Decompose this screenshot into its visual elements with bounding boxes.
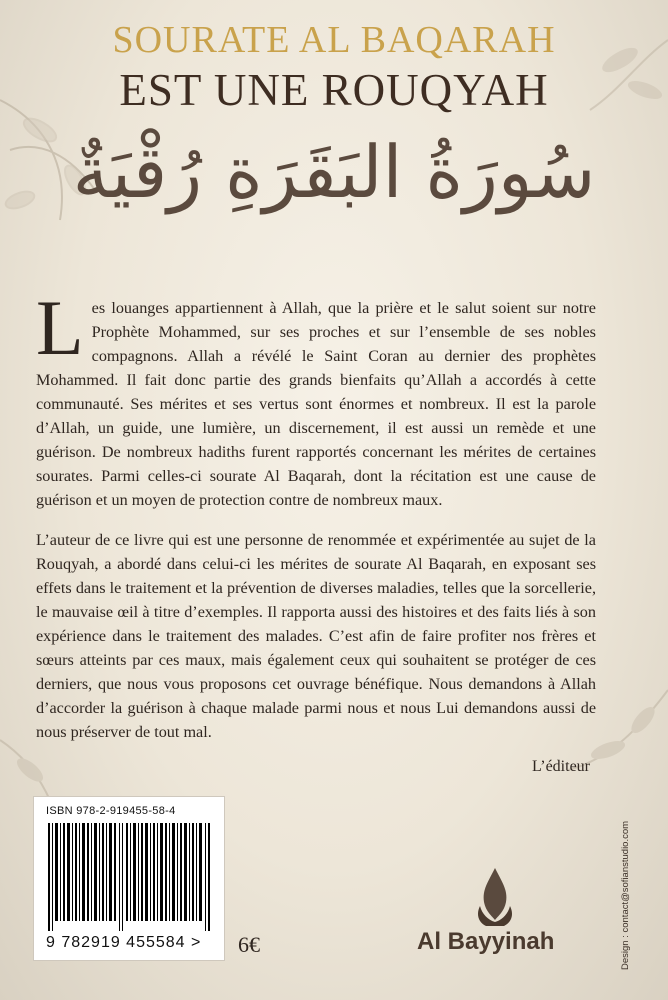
barcode-number: 9 782919 455584 > <box>46 934 202 951</box>
price-label: 6€ <box>238 932 260 957</box>
barcode-bars <box>48 823 210 931</box>
paragraph-1 <box>36 284 596 512</box>
editor-signature: L’éditeur <box>531 758 590 775</box>
description-text <box>36 284 596 744</box>
paragraph-1-text: es louanges appartiennent à Allah, que la prière et le salut soient sur notre Prophète Mohammed, sur ses proches et sur l’ensemble de ses nobles compagnons. Allah a révélé le Saint Coran au dernier des prophètes Mohammed. Il fait donc partie des grands bienfaits qu’Allah a accordés à cette communauté. Ses mérites et ses vertus sont énormes et nombreux. Il est la parole d’Allah, un guide, une lumière, un discernement, il est aussi un remède et une guérison. De nombreux hadiths furent rapportés concernant les mérites de certaines sourates. Parmi celles-ci sourate Al Baqarah, dont la récitation est une cause de guérison et un moyen de protection contre de nombreux maux. <box>36 299 596 509</box>
design-credit: Design : contact@sofianstudio.com <box>620 820 631 970</box>
drop-cap: L <box>36 284 84 371</box>
publisher-name: Al Bayyinah <box>417 928 555 955</box>
barcode-panel <box>33 796 225 961</box>
title-line-2: EST UNE ROUQYAH <box>119 65 549 115</box>
paragraph-2: L’auteur de ce livre qui est une personne de renommée et expérimentée au sujet de la Rouqyah, a abordé dans celui-ci les mérites de sourate Al Baqarah, en exposant ses effets dans le traitement et la prévention de diverses maladies, telles que la sorcellerie, le mauvaise œil à titre d’exemples. Il rapporta aussi des histoires et des faits liés à son expérience dans le traitement des malades. C’est afin de faire profiter nos frères et sœurs atteints par ces maux, mais également ceux qui souhaitent se protéger de ces derniers, que nous vous proposons cet ouvrage bénéfique. Nous demandons à Allah d’accorder la guérison à chaque malade parmi nous et nous Lui demandons aussi de nous préserver de tout mal. <box>36 531 596 741</box>
title-line-1: SOURATE AL BAQARAH <box>112 19 556 61</box>
arabic-calligraphy-title: سُورَةُ البَقَرَةِ رُقْيَةٌ <box>72 130 596 214</box>
isbn-text: ISBN 978-2-919455-58-4 <box>46 805 176 817</box>
